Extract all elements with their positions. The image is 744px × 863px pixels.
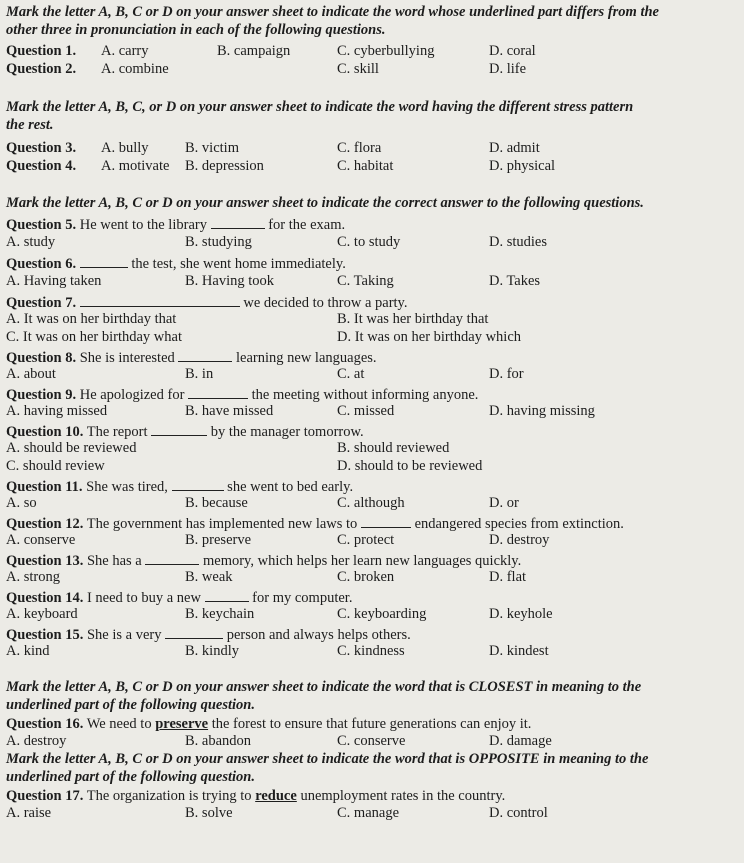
option-a: A. bully [101,140,149,156]
question-text: He apologized for [79,387,185,403]
question-text: She has a [86,553,142,569]
question-text: The government has implemented new laws to [86,516,358,532]
question-5-stem [6,215,738,234]
option-b: B. campaign [217,43,291,59]
question-7-stem [6,293,738,312]
question-label: Question 14. [6,590,84,606]
option-c: C. although [337,495,405,511]
option-d: D. should to be reviewed [337,458,483,474]
option-c: C. protect [337,532,395,548]
question-label: Question 7. [6,295,77,311]
question-15-stem [6,625,738,644]
question-text: I need to buy a new [86,590,201,606]
option-b: B. abandon [185,733,252,749]
option-b: B. It was her birthday that [337,311,489,327]
option-d: D. It was on her birthday which [337,329,522,345]
question-text: she went to bed early. [227,479,354,495]
option-d: D. flat [489,569,527,585]
option-a: A. having missed [6,403,108,419]
question-9-stem [6,385,738,404]
answer-blank [165,625,223,639]
question-text: endangered species from extinction. [414,516,624,532]
option-c: C. should review [6,458,105,474]
question-text: for the exam. [268,217,346,233]
question-14-stem [6,588,738,607]
option-d: D. kindest [489,643,549,659]
answer-blank [188,385,248,399]
option-a: A. kind [6,643,50,659]
option-c: C. skill [337,61,379,77]
option-b: B. in [185,366,214,382]
question-text: memory, which helps her learn new languages quickly. [202,553,522,569]
option-a: A. study [6,234,56,250]
option-d: D. coral [489,43,536,59]
option-d: D. control [489,805,548,821]
option-c: C. at [337,366,365,382]
question-11-stem [6,477,738,496]
option-d: D. physical [489,158,556,174]
question-label: Question 17. [6,788,84,804]
question-text: for my computer. [252,590,353,606]
option-c: C. missed [337,403,395,419]
question-label: Question 13. [6,553,84,569]
option-a: A. so [6,495,37,511]
question-label: Question 16. [6,716,84,732]
option-b: B. kindly [185,643,239,659]
question-label: Question 15. [6,627,84,643]
option-a: A. should be reviewed [6,440,137,456]
option-a: A. raise [6,805,52,821]
option-d: D. or [489,495,519,511]
instruction-opposite-line2: underlined part of the following question. [6,769,255,785]
option-b: B. victim [185,140,239,156]
option-b: B. keychain [185,606,255,622]
option-b: B. Having took [185,273,275,289]
instruction-correct-answer: Mark the letter A, B, C or D on your answer sheet to indicate the correct answer to the following questions. [6,195,644,211]
question-text: the test, she went home immediately. [131,256,346,272]
question-text: the forest to ensure that future generations can enjoy it. [211,716,532,732]
question-8-stem [6,348,738,367]
option-c: C. manage [337,805,400,821]
instruction-pronunciation-line2: other three in pronunciation in each of the following questions. [6,22,386,38]
question-text: She is interested [79,350,175,366]
option-b: B. depression [185,158,264,174]
instruction-pronunciation-line1: Mark the letter A, B, C or D on your answer sheet to indicate the word whose underlined part differs from the [6,4,659,20]
option-c: C. flora [337,140,382,156]
option-c: C. habitat [337,158,394,174]
instruction-stress-line1: Mark the letter A, B, C, or D on your answer sheet to indicate the word having the different stress pattern [6,99,634,115]
instruction-stress-line2: the rest. [6,117,54,133]
option-a: A. Having taken [6,273,102,289]
question-label: Question 10. [6,424,84,440]
question-text: person and always helps others. [226,627,411,643]
question-label: Question 5. [6,217,77,233]
question-text: She was tired, [86,479,168,495]
question-12-stem [6,514,738,533]
question-10-stem [6,422,738,441]
answer-blank [205,588,249,602]
question-label: Question 1. [6,43,77,59]
question-text: The organization is trying to [86,788,252,804]
option-a: A. carry [101,43,149,59]
option-d: D. life [489,61,527,77]
option-c: C. to study [337,234,401,250]
option-c: C. broken [337,569,395,585]
question-label: Question 3. [6,140,77,156]
question-text: the meeting without informing anyone. [251,387,479,403]
option-a: A. conserve [6,532,76,548]
option-c: C. keyboarding [337,606,427,622]
option-a: A. destroy [6,733,67,749]
option-c: C. kindness [337,643,405,659]
answer-blank [172,477,224,491]
option-b: B. because [185,495,248,511]
question-13-stem [6,551,738,570]
option-c: C. conserve [337,733,406,749]
option-a: A. keyboard [6,606,78,622]
question-label: Question 9. [6,387,77,403]
question-17-stem [6,788,738,805]
question-label: Question 11. [6,479,83,495]
answer-blank [80,254,128,268]
question-text: unemployment rates in the country. [300,788,506,804]
option-a: A. It was on her birthday that [6,311,177,327]
answer-blank [361,514,411,528]
answer-blank [211,215,265,229]
question-text: He went to the library [79,217,207,233]
option-b: B. studying [185,234,252,250]
option-a: A. motivate [101,158,170,174]
option-d: D. Takes [489,273,541,289]
option-c: C. Taking [337,273,394,289]
option-d: D. admit [489,140,540,156]
option-a: A. strong [6,569,60,585]
question-label: Question 12. [6,516,84,532]
question-label: Question 6. [6,256,77,272]
option-d: D. studies [489,234,547,250]
question-label: Question 8. [6,350,77,366]
question-6-stem [6,254,738,273]
question-text: We need to [86,716,152,732]
question-text: by the manager tomorrow. [210,424,364,440]
instruction-closest-line2: underlined part of the following question. [6,697,255,713]
option-a: A. combine [101,61,169,77]
question-label: Question 4. [6,158,77,174]
question-text: She is a very [86,627,162,643]
question-label: Question 2. [6,61,77,77]
underlined-word: preserve [155,716,209,732]
option-d: D. having missing [489,403,595,419]
instruction-opposite-line1: Mark the letter A, B, C or D on your answer sheet to indicate the word that is OPPOSITE in meaning to the [6,751,649,767]
option-d: D. for [489,366,524,382]
answer-blank [151,422,207,436]
option-b: B. should reviewed [337,440,450,456]
answer-blank [80,293,240,307]
answer-blank [178,348,232,362]
option-b: B. preserve [185,532,252,548]
option-c: C. It was on her birthday what [6,329,182,345]
question-text: learning new languages. [236,350,377,366]
instruction-closest-line1: Mark the letter A, B, C or D on your answer sheet to indicate the word that is CLOSEST in meaning to the [6,679,642,695]
option-d: D. destroy [489,532,550,548]
question-16-stem [6,716,738,733]
option-b: B. have missed [185,403,274,419]
option-d: D. damage [489,733,552,749]
option-c: C. cyberbullying [337,43,435,59]
option-d: D. keyhole [489,606,553,622]
question-text: The report [86,424,148,440]
option-a: A. about [6,366,56,382]
option-b: B. weak [185,569,233,585]
question-text: we decided to throw a party. [243,295,408,311]
option-b: B. solve [185,805,233,821]
answer-blank [145,551,199,565]
underlined-word: reduce [255,788,297,804]
